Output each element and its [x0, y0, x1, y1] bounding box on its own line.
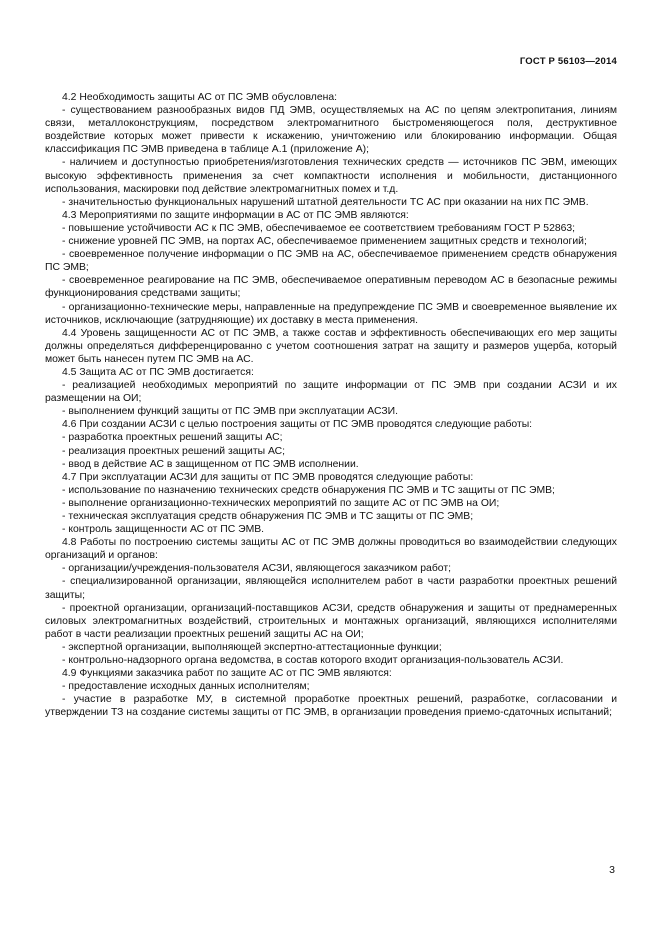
paragraph: - выполнение организационно-технических мероприятий по защите АС от ПС ЭМВ на ОИ;	[62, 497, 500, 509]
paragraph: - выполнением функций защиты от ПС ЭМВ при эксплуатации АСЗИ.	[62, 406, 398, 418]
paragraph: - повышение устойчивости АС к ПС ЭМВ, обеспечиваемое ее соответствием требованиям ГОСТ Р 52863;	[62, 222, 576, 234]
paragraph: 4.2 Необходимость защиты АС от ПС ЭМВ обусловлена:	[62, 92, 338, 103]
paragraph: 4.6 При создании АСЗИ с целью построения защиты от ПС ЭМВ проводятся следующие работы:	[62, 419, 533, 431]
paragraph: - ввод в действие АС в защищенном от ПС ЭМВ исполнении.	[62, 458, 359, 470]
paragraph: 4.3 Мероприятиями по защите информации в АС от ПС ЭМВ являются:	[62, 209, 409, 221]
paragraph: - разработка проектных решений защиты АС;	[62, 432, 283, 444]
paragraph: - организации/учреждения-пользователя АСЗИ, являющегося заказчиком работ;	[62, 563, 451, 575]
paragraph: - существованием разнообразных видов ПД ЭМВ, осуществляемых на АС по цепям электропитания, линиям связи, металлоконструкциям, посредством электромагнитного быстроменяющегося поля, деструктивное воздействие которых может привести к искажению, уничтожению или блокированию информации. Общая классификация ПС ЭМВ приведена в таблице А.1 (приложение А);	[45, 105, 617, 156]
paragraph: - наличием и доступностью приобретения/изготовления технических средств — источников ПС ЭВМ, имеющих высокую эффективность применения за счет компактности исполнения и мобильности, дистанционного использования, маскировки под действие электромагнитных помех и т.д.	[45, 157, 617, 195]
document-header	[45, 56, 617, 67]
paragraph: 4.5 Защита АС от ПС ЭМВ достигается:	[62, 366, 254, 378]
paragraph: 4.9 Функциями заказчика работ по защите АС от ПС ЭМВ являются:	[62, 668, 392, 680]
paragraph: - своевременное получение информации о ПС ЭМВ на АС, обеспечиваемое применением средств обнаружения ПС ЭМВ;	[45, 249, 617, 274]
paragraph: - техническая эксплуатация средств обнаружения ПС ЭМВ и ТС защиты от ПС ЭМВ;	[62, 511, 474, 522]
paragraph: - значительностью функциональных нарушений штатной деятельности ТС АС при оказании на них ПС ЭМВ.	[62, 196, 589, 208]
paragraph: - контрольно-надзорного органа ведомства, в состав которого входит организация-пользователь АСЗИ.	[62, 655, 564, 667]
paragraph: - специализированной организации, являющейся исполнителем работ в части разработки проектных решений защиты;	[45, 576, 617, 601]
paragraph: - предоставление исходных данных исполнителям;	[62, 681, 310, 693]
paragraph: - организационно-технические меры, направленные на предупреждение ПС ЭМВ и своевременное выявление их источников, исключающие (затрудняющие) их доставку в места применения.	[45, 301, 617, 326]
paragraph: - участие в разработке МУ, в системной проработке проектных решений, разработке, согласовании и утверждении ТЗ на создание системы защиты от ПС ЭМВ, в организации проведения приемо-сдаточных испытаний;	[45, 694, 617, 719]
paragraph: - реализацией необходимых мероприятий по защите информации от ПС ЭМВ при создании АСЗИ и их размещении на ОИ;	[45, 380, 617, 405]
page-footer	[609, 864, 615, 876]
paragraph: - использование по назначению технических средств обнаружения ПС ЭМВ и ТС защиты от ПС ЭМВ;	[62, 484, 555, 496]
paragraph: - реализация проектных решений защиты АС;	[62, 445, 286, 457]
paragraph: 4.8 Работы по построению системы защиты АС от ПС ЭМВ должны проводиться во взаимодействии следующих организаций и органов:	[45, 537, 617, 562]
paragraph: - проектной организации, организаций-поставщиков АСЗИ, средств обнаружения и защиты от преднамеренных силовых электромагнитных воздействий, строительных и монтажных организаций, являющихся исполнителями работ в части реализации проектных решений защиты АС на ОИ;	[45, 602, 617, 640]
paragraph: 4.4 Уровень защищенности АС от ПС ЭМВ, а также состав и эффективность обеспечивающих его мер защиты должны определяться дифференцированно с учетом соотношения затрат на защиту и размеров ущерба, который может быть нанесен путем ПС ЭМВ на АС.	[45, 327, 617, 365]
paragraph: - снижение уровней ПС ЭМВ, на портах АС, обеспечиваемое применением защитных средств и технологий;	[62, 236, 587, 248]
paragraph: - контроль защищенности АС от ПС ЭМВ.	[62, 524, 265, 536]
standard-number: ГОСТ Р 56103—2014	[519, 56, 617, 67]
paragraph: - своевременное реагирование на ПС ЭМВ, обеспечиваемое оперативным переводом АС в безопасные режимы функционирования средствами защиты;	[45, 275, 617, 300]
document-body	[45, 91, 617, 720]
paragraph: - экспертной организации, выполняющей экспертно-аттестационные функции;	[62, 641, 442, 653]
page-number: 3	[609, 864, 615, 876]
paragraph: 4.7 При эксплуатации АСЗИ для защиты от ПС ЭМВ проводятся следующие работы:	[62, 471, 474, 483]
